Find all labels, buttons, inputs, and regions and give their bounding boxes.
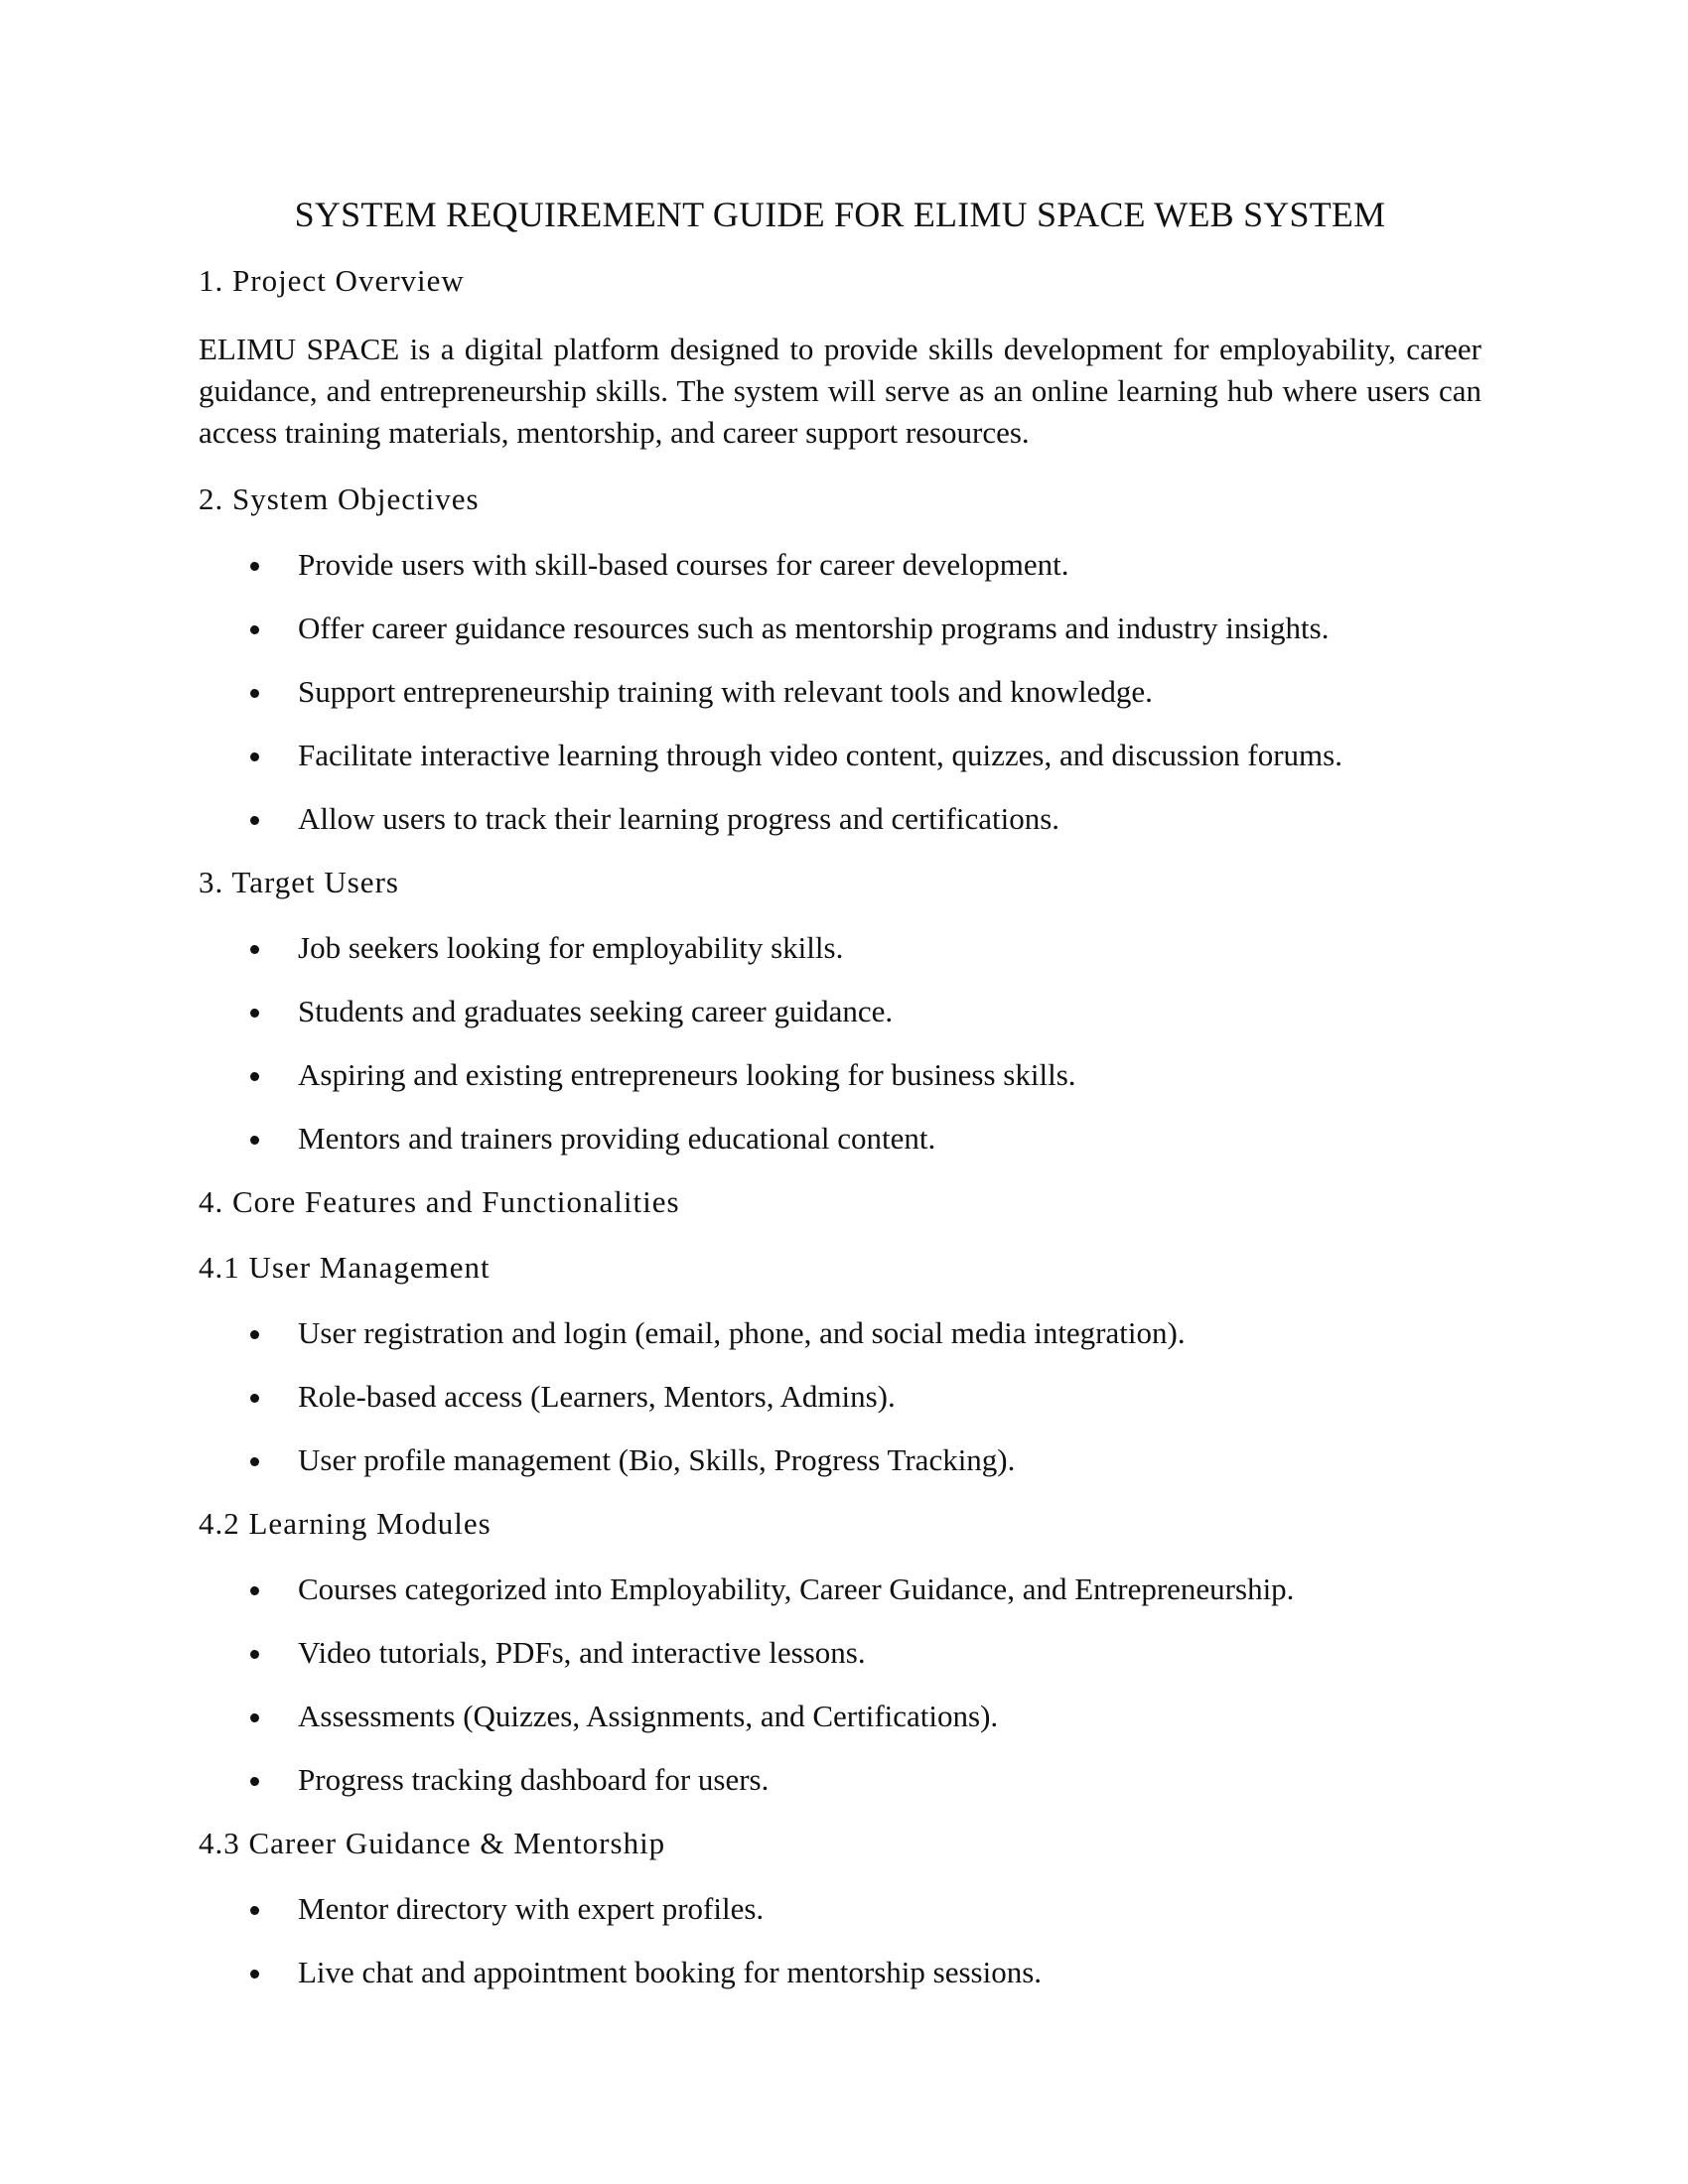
list-item-text: Assessments (Quizzes, Assignments, and Certifications). (298, 1699, 999, 1733)
list-item (199, 1699, 1481, 1734)
section-heading-user-management: 4.1 User Management (199, 1250, 491, 1285)
list-item (199, 1762, 1481, 1798)
list-item-text: Aspiring and existing entrepreneurs looking for business skills. (298, 1057, 1076, 1092)
bullet-icon (250, 1713, 259, 1722)
list-item-text: Job seekers looking for employability skills. (298, 930, 844, 965)
document-page (199, 194, 1481, 2018)
section-heading-objectives: 2. System Objectives (199, 481, 480, 516)
list-item-text: User profile management (Bio, Skills, Progress Tracking). (298, 1442, 1016, 1477)
list-item-text: Progress tracking dashboard for users. (298, 1762, 770, 1797)
career-guidance-list (199, 1891, 1481, 1990)
section-heading-overview: 1. Project Overview (199, 263, 465, 298)
list-item (199, 738, 1481, 773)
list-item (199, 1891, 1481, 1927)
bullet-icon (250, 1586, 259, 1595)
list-item-text: Support entrepreneurship training with relevant tools and knowledge. (298, 674, 1153, 709)
list-item (199, 994, 1481, 1029)
list-item-text: User registration and login (email, phone, and social media integration). (298, 1315, 1186, 1350)
section-heading-career-guidance: 4.3 Career Guidance & Mentorship (199, 1826, 666, 1860)
list-item (199, 1955, 1481, 1990)
list-item (199, 801, 1481, 837)
document-title: SYSTEM REQUIREMENT GUIDE FOR ELIMU SPACE WEB SYSTEM (294, 195, 1386, 234)
list-item-text: Mentor directory with expert profiles. (298, 1891, 765, 1926)
bullet-icon (250, 1650, 259, 1659)
list-item (199, 930, 1481, 966)
list-item (199, 1571, 1481, 1607)
bullet-icon (250, 1072, 259, 1081)
list-item-text: Video tutorials, PDFs, and interactive lessons. (298, 1635, 866, 1670)
learning-modules-list (199, 1571, 1481, 1798)
list-item (199, 1315, 1481, 1351)
list-item-text: Role-based access (Learners, Mentors, Admins). (298, 1379, 896, 1414)
target-users-list (199, 930, 1481, 1157)
overview-paragraph: ELIMU SPACE is a digital platform designed to provide skills development for employability, career guidance, and entrepreneurship skills. The system will serve as an online learning hub where users can access training materials, mentorship, and career support resources. (199, 332, 1481, 450)
bullet-icon (250, 1457, 259, 1466)
list-item-text: Offer career guidance resources such as mentorship programs and industry insights. (298, 611, 1330, 645)
bullet-icon (250, 945, 259, 954)
section-heading-learning-modules: 4.2 Learning Modules (199, 1506, 492, 1541)
bullet-icon (250, 625, 259, 634)
bullet-icon (250, 1394, 259, 1403)
list-item (199, 1057, 1481, 1093)
list-item (199, 1635, 1481, 1671)
list-item (199, 611, 1481, 646)
bullet-icon (250, 1009, 259, 1018)
bullet-icon (250, 816, 259, 825)
list-item-text: Allow users to track their learning progress and certifications. (298, 801, 1060, 836)
bullet-icon (250, 752, 259, 761)
list-item (199, 1442, 1481, 1478)
user-management-list (199, 1315, 1481, 1478)
list-item (199, 1121, 1481, 1157)
list-item (199, 1379, 1481, 1415)
list-item-text: Facilitate interactive learning through video content, quizzes, and discussion forums. (298, 738, 1342, 772)
list-item (199, 674, 1481, 710)
list-item-text: Provide users with skill-based courses for career development. (298, 547, 1069, 582)
bullet-icon (250, 1330, 259, 1339)
section-heading-target-users: 3. Target Users (199, 865, 399, 899)
list-item-text: Mentors and trainers providing educational content. (298, 1121, 936, 1156)
list-item-text: Students and graduates seeking career guidance. (298, 994, 894, 1028)
bullet-icon (250, 1136, 259, 1145)
section-heading-core-features: 4. Core Features and Functionalities (199, 1184, 680, 1219)
list-item-text: Courses categorized into Employability, Career Guidance, and Entrepreneurship. (298, 1571, 1295, 1606)
list-item (199, 547, 1481, 583)
bullet-icon (250, 689, 259, 698)
bullet-icon (250, 1777, 259, 1786)
list-item-text: Live chat and appointment booking for mentorship sessions. (298, 1955, 1043, 1989)
bullet-icon (250, 1970, 259, 1979)
bullet-icon (250, 1906, 259, 1915)
objectives-list (199, 547, 1481, 837)
bullet-icon (250, 562, 259, 571)
